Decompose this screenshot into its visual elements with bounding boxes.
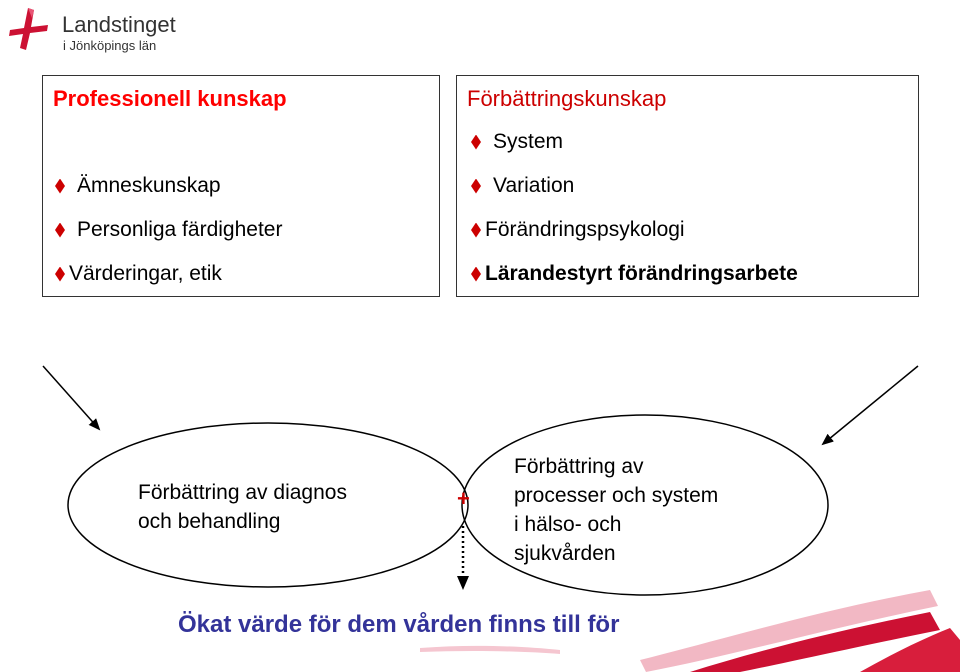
list-item-label: Värderingar, etik: [69, 262, 222, 285]
right-ellipse-line: Förbättring av: [514, 455, 644, 478]
professional-knowledge-title: Professionell kunskap: [53, 86, 287, 111]
right-ellipse-line: i hälso- och: [514, 513, 622, 536]
list-item-label: Personliga färdigheter: [77, 218, 283, 241]
list-item-label: System: [493, 130, 564, 153]
left-arrow: [43, 366, 99, 429]
right-ellipse-text: [514, 452, 718, 568]
left-ellipse-line: och behandling: [138, 510, 281, 533]
logo-title: Landstinget: [62, 12, 176, 37]
logo-subtitle: i Jönköpings län: [63, 38, 157, 53]
outcome-text: Ökat värde för dem vården finns till för: [178, 611, 620, 638]
right-ellipse-line: sjukvården: [514, 542, 616, 565]
dotted-arrow-head-icon: [457, 576, 469, 590]
improvement-knowledge-title: Förbättringskunskap: [467, 86, 667, 111]
left-ellipse-line: Förbättring av diagnos: [138, 481, 347, 504]
right-ellipse-line: processer och system: [514, 484, 719, 507]
list-item-label: Förändringspsykologi: [485, 218, 685, 241]
list-item-label: Variation: [493, 174, 575, 197]
list-item-label: Ämneskunskap: [77, 174, 221, 197]
list-item-label: Lärandestyrt förändringsarbete: [485, 262, 798, 285]
plus-sign: +: [457, 486, 470, 511]
left-ellipse-text: [138, 478, 347, 536]
right-arrow: [823, 366, 918, 444]
